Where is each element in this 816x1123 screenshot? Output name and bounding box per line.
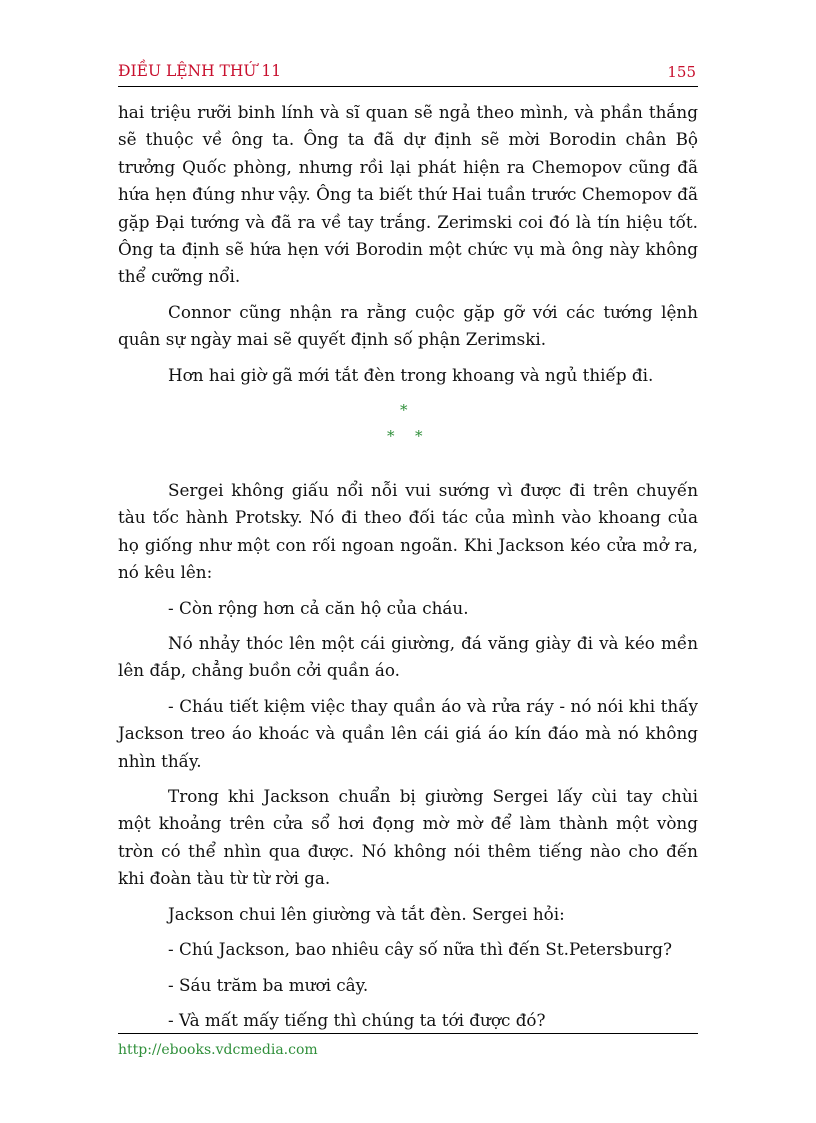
paragraph: - Và mất mấy tiếng thì chúng ta tới được đó? bbox=[168, 1009, 546, 1030]
paragraph: hai triệu rưỡi binh lính và sĩ quan sẽ ngả theo mình, và phần thắng sẽ thuộc về ông ta. Ông ta đã dự định sẽ mời Borodin chân Bộ trưởng Quốc phòng, nhưng rồi lại phát hiện ra Chemopov cũng đã hứa hẹn đúng như vậy. Ông ta biết thứ Hai tuần trước Chemopov đã gặp Đại tướng và đã ra về tay trắng. Zerimski coi đó là tín hiệu tốt. Ông ta định sẽ hứa hẹn với Borodin một chức vụ mà ông này không thể cưỡng nổi. bbox=[118, 102, 698, 287]
paragraph: - Sáu trăm ba mươi cây. bbox=[168, 974, 369, 995]
body-text-lower bbox=[118, 477, 698, 1034]
paragraph: Sergei không giấu nổi nỗi vui sướng vì được đi trên chuyến tàu tốc hành Protsky. Nó đi theo đối tác của mình vào khoang của họ giống như một con rối ngoan ngoãn. Khi Jackson kéo cửa mở ra, nó kêu lên: bbox=[118, 480, 698, 583]
paragraph: - Còn rộng hơn cả căn hộ của cháu. bbox=[168, 597, 469, 618]
page-header bbox=[118, 62, 698, 87]
paragraph: Hơn hai giờ gã mới tắt đèn trong khoang và ngủ thiếp đi. bbox=[168, 364, 654, 385]
footer-link[interactable]: http://ebooks.vdcmedia.com bbox=[118, 1042, 318, 1058]
page-number: 155 bbox=[667, 63, 696, 81]
paragraph: - Cháu tiết kiệm việc thay quần áo và rửa ráy - nó nói khi thấy Jackson treo áo khoác và quần lên cái giá áo kín đáo mà nó không nhìn thấy. bbox=[118, 695, 698, 771]
section-break-star: * bbox=[400, 401, 408, 419]
paragraph: - Chú Jackson, bao nhiêu cây số nữa thì đến St.Petersburg? bbox=[168, 939, 673, 960]
paragraph: Jackson chui lên giường và tắt đèn. Sergei hỏi: bbox=[168, 903, 565, 924]
body-text-upper bbox=[118, 99, 698, 389]
section-break-star: * bbox=[415, 427, 423, 445]
paragraph: Nó nhảy thóc lên một cái giường, đá văng giày đi và kéo mền lên đắp, chẳng buồn cởi quần áo. bbox=[118, 633, 698, 681]
footer-rule bbox=[118, 1033, 698, 1034]
chapter-title: ĐIỀU LỆNH THỨ 11 bbox=[118, 62, 282, 80]
paragraph: Connor cũng nhận ra rằng cuộc gặp gỡ với các tướng lệnh quân sự ngày mai sẽ quyết định số phận Zerimski. bbox=[118, 301, 698, 350]
paragraph: Trong khi Jackson chuẩn bị giường Sergei lấy cùi tay chùi một khoảng trên cửa sổ hơi đọng mờ mờ để làm thành một vòng tròn có thể nhìn qua được. Nó không nói thêm tiếng nào cho đến khi đoàn tàu từ từ rời ga. bbox=[118, 786, 698, 889]
section-break-star: * bbox=[387, 427, 395, 445]
